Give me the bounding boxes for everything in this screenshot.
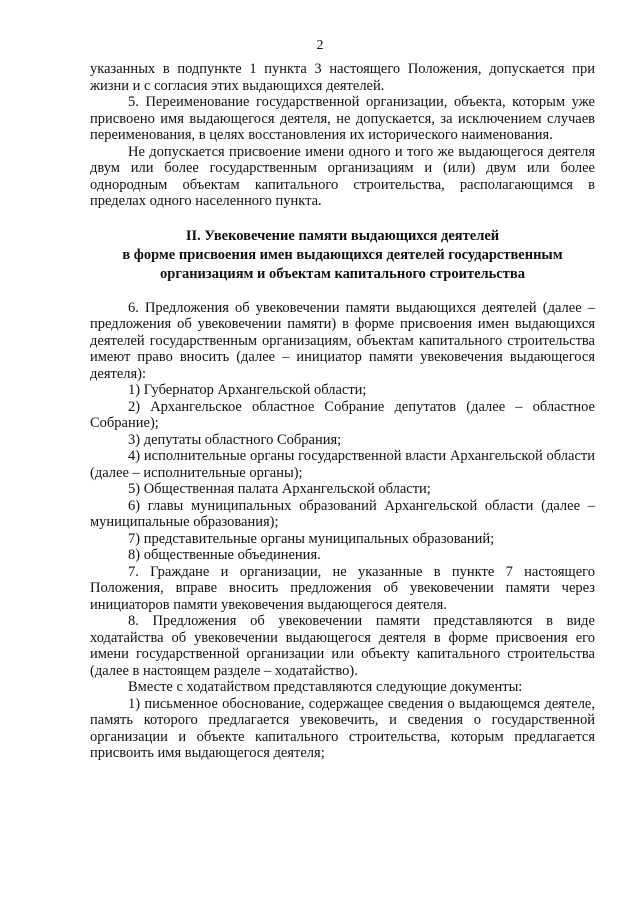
paragraph-item-7: 7. Граждане и организации, не указанные в пункте 7 настоящего Положения, вправе вносить предложения об увековечении памяти через инициаторов памяти увековечения выдающегося деятеля. <box>90 563 595 613</box>
paragraph-continuation: указанных в подпункте 1 пункта 3 настоящего Положения, допускается при жизни и с согласия этих выдающихся деятелей. <box>90 61 595 94</box>
list-item-7: 7) представительные органы муниципальных образований; <box>128 530 495 547</box>
section-heading-line: в форме присвоения имен выдающихся деятелей государственным <box>122 246 563 263</box>
list-item-5: 5) Общественная палата Архангельской области; <box>128 481 431 497</box>
paragraph-item-8: 8. Предложения об увековечении памяти представляются в виде ходатайства об увековечении выдающегося деятеля в форме присвоения его имени государственной организации или объекту капитального строительства (далее в настоящем разделе – ходатайство). <box>90 613 595 679</box>
section-heading-line: организациям и объектам капитального строительства <box>160 265 525 282</box>
document-body <box>90 61 595 762</box>
list-item-6: 6) главы муниципальных образований Архангельской области (далее – муниципальные образования); <box>90 497 595 530</box>
list-item-2: 2) Архангельское областное Собрание депутатов (далее – областное Собрание); <box>90 398 595 431</box>
document-list-item-1: 1) письменное обоснование, содержащее сведения о выдающемся деятеле, память которого предлагается увековечить, и сведения о государственной организации и объекте капитального строительства, которым предлагается присвоить имя выдающегося деятеля; <box>90 695 595 761</box>
list-item-8: 8) общественные объединения. <box>128 547 321 563</box>
section-heading <box>90 227 595 284</box>
paragraph-documents-intro: Вместе с ходатайством представляются следующие документы: <box>128 679 523 695</box>
section-heading-line: II. Увековечение памяти выдающихся деятелей <box>185 227 500 244</box>
paragraph-item-6: 6. Предложения об увековечении памяти выдающихся деятелей (далее – предложения об увековечении памяти) в форме присвоения имен выдающихся деятелей государственным организациям, объектам капитального строительства имеют право вносить (далее – инициатор памяти увековечения выдающегося деятеля): <box>90 299 595 382</box>
paragraph-item-5: 5. Переименование государственной организации, объекта, которым уже присвоено имя выдающегося деятеля, не допускается, за исключением случаев переименования, в целях восстановления их исторического наименования. <box>90 94 595 143</box>
list-item-4: 4) исполнительные органы государственной власти Архангельской области (далее – исполнительные органы); <box>90 448 595 481</box>
page-number: 2 <box>316 38 324 53</box>
list-item-1: 1) Губернатор Архангельской области; <box>128 382 367 398</box>
paragraph-prohibition: Не допускается присвоение имени одного и того же выдающегося деятеля двум или более государственным организациям и (или) двум или более однородным объектам капитального строительства, располагающимся в пределах одного населенного пункта. <box>90 143 595 209</box>
list-item-3: 3) депутаты областного Собрания; <box>128 431 342 448</box>
